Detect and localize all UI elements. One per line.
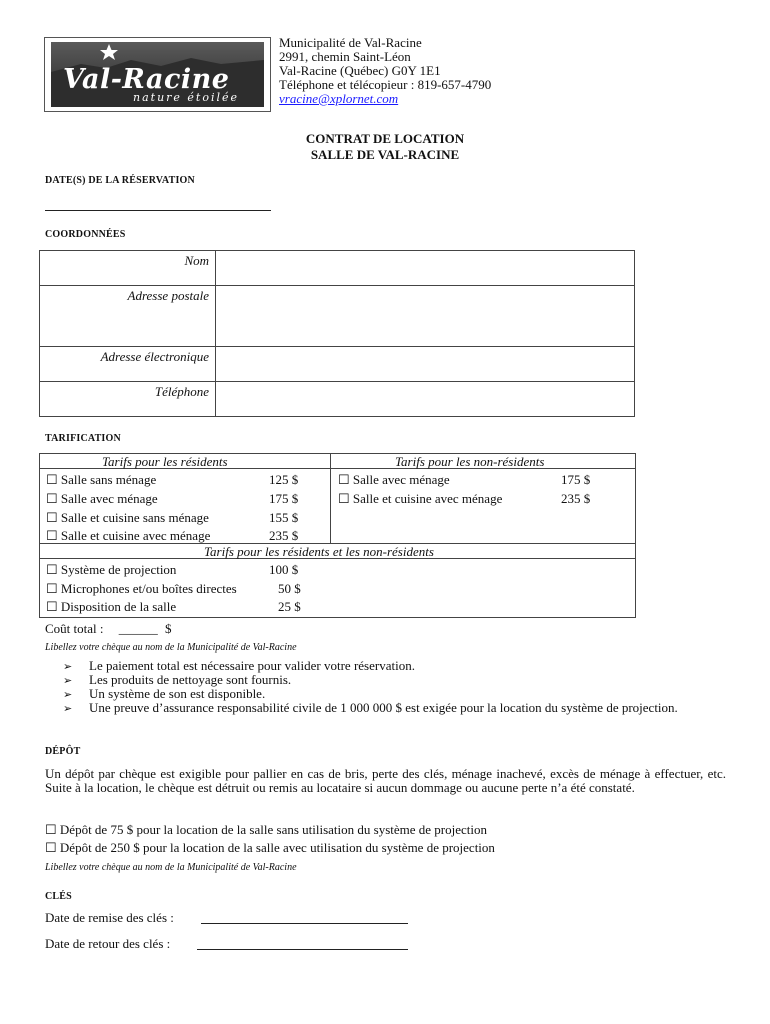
non-resident-price: 235 $	[561, 491, 591, 506]
checkbox-icon[interactable]: ☐	[46, 528, 58, 543]
pricing-table	[39, 453, 636, 618]
deposit-paragraph: Un dépôt par chèque est exigible pour pallier en cas de bris, perte des clés, ménage inachevé, excès de ménage à effectuer, etc. Suite à la location, le chèque est détruit ou remis au locataire si aucun dommage ou aucune perte n’a été constaté.	[45, 766, 726, 795]
grid-line	[330, 454, 331, 543]
residents-header: Tarifs pour les résidents	[102, 454, 228, 469]
key-return-date-field[interactable]	[197, 935, 408, 950]
keys-heading: CLÉS	[45, 891, 72, 902]
checkbox-icon[interactable]: ☐	[46, 599, 58, 614]
checkbox-icon[interactable]: ☐	[46, 581, 58, 596]
phone-field[interactable]	[216, 382, 635, 417]
all-header: Tarifs pour les résidents et les non-résidents	[204, 544, 434, 559]
arrow-bullet-icon: ➢	[63, 703, 73, 715]
non-resident-option[interactable]: ☐ Salle avec ménage	[338, 472, 450, 487]
pricing-heading: TARIFICATION	[45, 433, 121, 444]
address-line: Municipalité de Val-Racine	[279, 35, 422, 50]
checkbox-icon[interactable]: ☐	[338, 491, 350, 506]
arrow-bullet-icon: ➢	[63, 675, 73, 687]
checkbox-icon[interactable]: ☐	[46, 491, 58, 506]
extra-price: 100 $	[269, 562, 299, 577]
logo-name: Val-Racine	[63, 64, 230, 95]
name-label: Nom	[40, 251, 216, 286]
condition-item: Le paiement total est nécessaire pour valider votre réservation.	[89, 658, 415, 673]
checkbox-icon[interactable]: ☐	[45, 822, 57, 837]
address-line: Téléphone et télécopieur : 819-657-4790	[279, 77, 492, 92]
address-block	[279, 36, 491, 106]
extra-option[interactable]: ☐ Système de projection	[46, 562, 177, 577]
postal-address-field[interactable]	[216, 286, 635, 347]
extra-option[interactable]: ☐ Disposition de la salle	[46, 599, 177, 614]
star-icon	[100, 44, 118, 60]
arrow-bullet-icon: ➢	[63, 661, 73, 673]
resident-price: 235 $	[269, 528, 299, 543]
checkbox-icon[interactable]: ☐	[45, 840, 57, 855]
checkbox-icon[interactable]: ☐	[46, 562, 58, 577]
non-residents-header: Tarifs pour les non-résidents	[395, 454, 545, 469]
key-return-label: Date de retour des clés :	[45, 936, 171, 951]
resident-price: 125 $	[269, 472, 299, 487]
key-handover-label: Date de remise des clés :	[45, 910, 174, 925]
total-cost: Coût total : ______ $	[45, 621, 172, 636]
condition-item: Les produits de nettoyage sont fournis.	[89, 672, 292, 687]
total-cost-field[interactable]: ______	[118, 621, 158, 636]
arrow-bullet-icon: ➢	[63, 689, 73, 701]
resident-option[interactable]: ☐ Salle et cuisine avec ménage	[46, 528, 211, 543]
checkbox-icon[interactable]: ☐	[338, 472, 350, 487]
extra-price: 25 $	[278, 599, 301, 614]
checkbox-icon[interactable]: ☐	[46, 472, 58, 487]
address-line: Val-Racine (Québec) G0Y 1E1	[279, 63, 441, 78]
coordinates-heading: COORDONNÉES	[45, 229, 126, 240]
phone-label: Téléphone	[40, 382, 216, 417]
email-label: Adresse électronique	[40, 347, 216, 382]
reservation-heading: DATE(S) DE LA RÉSERVATION	[45, 175, 195, 186]
document-title: CONTRAT DE LOCATION	[305, 131, 465, 146]
reservation-date-field[interactable]	[45, 196, 271, 211]
extra-price: 50 $	[278, 581, 301, 596]
address-line: 2991, chemin Saint-Léon	[279, 49, 411, 64]
resident-price: 175 $	[269, 491, 299, 506]
logo-tagline: nature étoilée	[133, 91, 240, 104]
deposit-cheque-note: Libellez votre chèque au nom de la Municipalité de Val-Racine	[45, 862, 297, 873]
checkbox-icon[interactable]: ☐	[46, 510, 58, 525]
non-resident-price: 175 $	[561, 472, 591, 487]
deposit-heading: DÉPÔT	[45, 746, 81, 757]
deposit-option-75[interactable]: ☐ Dépôt de 75 $ pour la location de la salle sans utilisation du système de projection	[45, 822, 488, 837]
resident-option[interactable]: ☐ Salle sans ménage	[46, 472, 157, 487]
cheque-note: Libellez votre chèque au nom de la Municipalité de Val-Racine	[45, 642, 297, 653]
deposit-option-250[interactable]: ☐ Dépôt de 250 $ pour la location de la salle avec utilisation du système de projection	[45, 840, 495, 855]
coordinates-table	[39, 250, 635, 417]
non-resident-option[interactable]: ☐ Salle et cuisine avec ménage	[338, 491, 503, 506]
name-field[interactable]	[216, 251, 635, 286]
extra-option[interactable]: ☐ Microphones et/ou boîtes directes	[46, 581, 237, 596]
condition-item: Un système de son est disponible.	[89, 686, 266, 701]
resident-price: 155 $	[269, 510, 299, 525]
document-subtitle: SALLE DE VAL-RACINE	[310, 147, 460, 162]
municipality-logo	[44, 37, 271, 112]
email-field[interactable]	[216, 347, 635, 382]
key-handover-date-field[interactable]	[201, 909, 408, 924]
resident-option[interactable]: ☐ Salle et cuisine sans ménage	[46, 510, 209, 525]
condition-item: Une preuve d’assurance responsabilité civile de 1 000 000 $ est exigée pour la location du système de projection.	[89, 700, 678, 715]
postal-address-label: Adresse postale	[40, 286, 216, 347]
resident-option[interactable]: ☐ Salle avec ménage	[46, 491, 158, 506]
email-link[interactable]: vracine@xplornet.com	[279, 91, 399, 106]
